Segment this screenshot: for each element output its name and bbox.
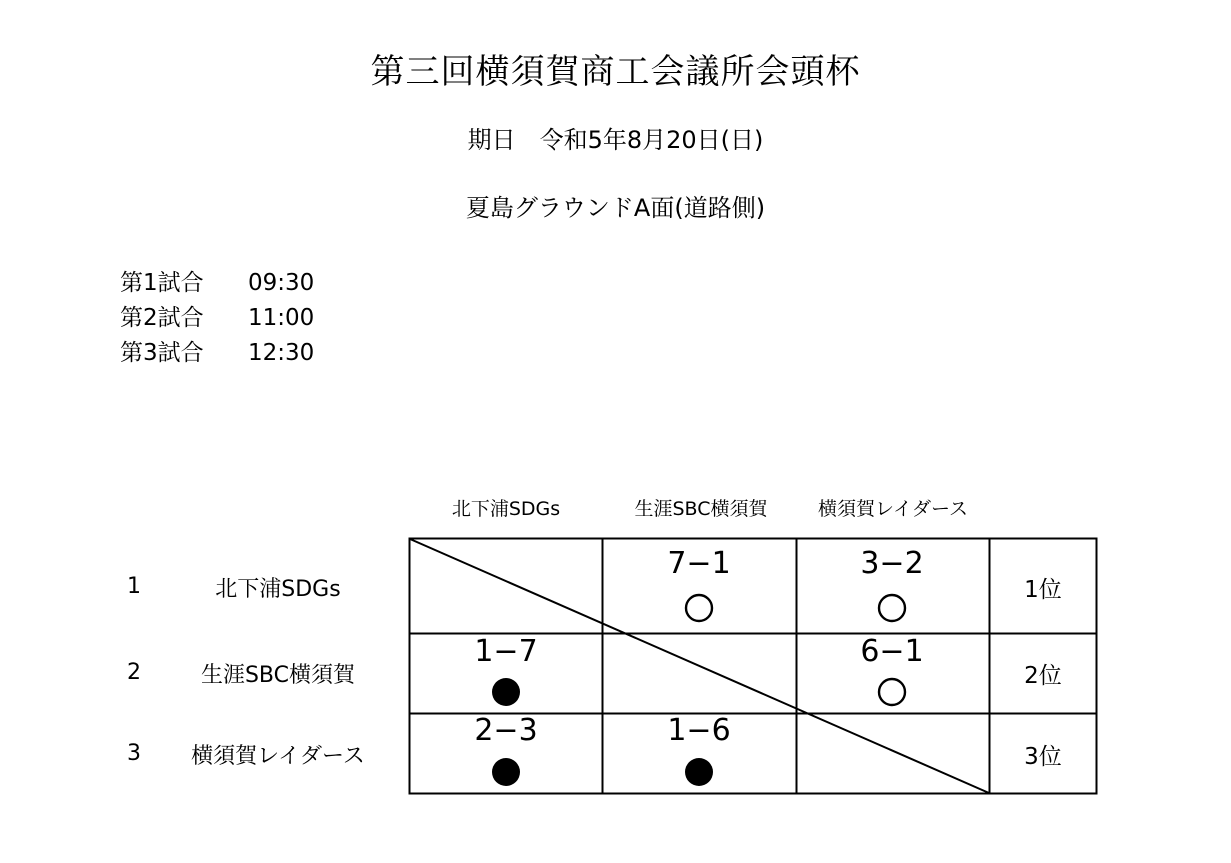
- score-r1c3: 3−2: [860, 546, 924, 581]
- match-time: 09:30: [248, 270, 315, 296]
- score-r1c2: 7−1: [667, 546, 731, 581]
- score-r2c3: 6−1: [860, 634, 924, 669]
- loss-mark-icon: [685, 758, 713, 786]
- column-header-kitashitaura: 北下浦SDGs: [451, 498, 561, 520]
- loss-mark-icon: [492, 678, 520, 706]
- score-r3c1: 2−3: [474, 713, 538, 748]
- column-header-shogai: 生涯SBC横須賀: [634, 498, 768, 520]
- row-number: 3: [127, 741, 141, 766]
- event-venue: 夏島グラウンドA面(道路側): [465, 194, 766, 222]
- match-label: 第1試合: [120, 270, 204, 296]
- row-team-name: 生涯SBC横須賀: [200, 663, 356, 688]
- row-team-name: 北下浦SDGs: [215, 577, 341, 602]
- score-r2c1: 1−7: [474, 634, 538, 669]
- event-date: 期日 令和5年8月20日(日): [467, 126, 764, 154]
- match-time: 11:00: [248, 305, 315, 331]
- loss-mark-icon: [492, 758, 520, 786]
- column-header-raiders: 横須賀レイダース: [817, 498, 969, 520]
- tournament-title: 第三回横須賀商工会議所会頭杯: [370, 52, 861, 92]
- rank-cell: 2位: [1024, 663, 1062, 689]
- row-number: 2: [127, 660, 141, 685]
- rank-cell: 1位: [1024, 577, 1062, 603]
- win-mark-icon: [879, 595, 905, 621]
- match-label: 第3試合: [120, 340, 204, 366]
- row-team-name: 横須賀レイダース: [191, 744, 365, 769]
- win-mark-icon: [686, 595, 712, 621]
- match-time: 12:30: [248, 340, 315, 366]
- match-label: 第2試合: [120, 305, 204, 331]
- row-number: 1: [127, 574, 141, 599]
- score-r3c2: 1−6: [667, 713, 731, 748]
- rank-cell: 3位: [1024, 744, 1062, 770]
- win-mark-icon: [879, 679, 905, 705]
